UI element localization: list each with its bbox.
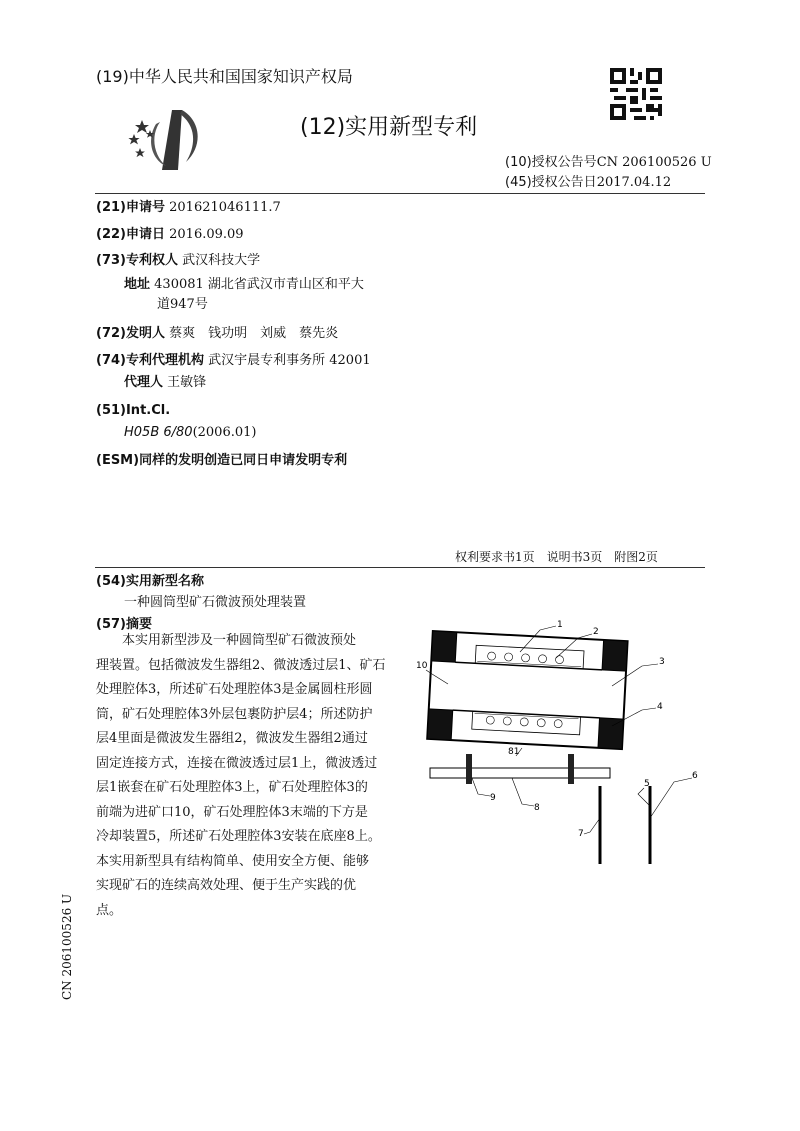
application-date (96, 226, 244, 244)
document-type: (12)实用新型专利 (300, 115, 478, 140)
abstract-line: 冷却装置5，所述矿石处理腔体3安装在底座8上。 (96, 829, 381, 844)
figure-label-1: 1 (557, 620, 563, 630)
inventors (96, 325, 338, 343)
publication-number (505, 154, 712, 172)
patent-agency-value: 武汉宇晨专利事务所 42001 (208, 353, 371, 368)
support-leg (466, 754, 472, 784)
patentee-label: (73)专利权人 (96, 253, 178, 268)
address-line-2: 道947号 (157, 297, 208, 312)
figure-label-3: 3 (659, 657, 665, 667)
abstract-line: 层4里面是微波发生器组2，微波发生器组2通过 (96, 731, 368, 746)
publication-number-label: (10)授权公告号 (505, 155, 597, 170)
cnipa-logo (120, 100, 210, 175)
patentee (96, 252, 260, 270)
patent-agency-label: (74)专利代理机构 (96, 353, 204, 368)
patent-agency (96, 352, 371, 370)
application-number (96, 199, 281, 217)
page-counts: 权利要求书1页 说明书3页 附图2页 (455, 550, 658, 564)
abstract-line: 处理腔体3，所述矿石处理腔体3是金属圆柱形圆 (96, 682, 373, 697)
side-publication-number: CN 206100526 U (60, 893, 74, 1000)
abstract-line: 层1嵌套在矿石处理腔体3上，矿石处理腔体3的 (96, 780, 368, 795)
support-leg (568, 754, 574, 784)
address (124, 276, 364, 294)
address-label: 地址 (124, 277, 151, 292)
publication-date-value: 2017.04.12 (596, 175, 672, 190)
publication-date-label: (45)授权公告日 (505, 175, 597, 190)
section-divider (95, 567, 705, 568)
int-cl-code (124, 424, 256, 442)
figure-label-4: 4 (657, 702, 663, 712)
patentee-value: 武汉科技大学 (182, 253, 261, 268)
corner-block (431, 631, 457, 662)
inventors-label: (72)发明人 (96, 326, 165, 341)
agent-label: 代理人 (124, 375, 164, 390)
application-number-value: 201621046111.7 (169, 200, 281, 215)
corner-block (427, 709, 453, 740)
figure-label-2: 2 (593, 627, 599, 637)
device-figure (412, 618, 712, 880)
corner-block (598, 718, 624, 749)
figure-label-10: 10 (416, 661, 428, 671)
publication-number-value: CN 206100526 U (596, 155, 712, 170)
figure-label-5: 5 (644, 779, 650, 789)
abstract-line: 点。 (96, 902, 123, 918)
abstract-line: 本实用新型具有结构简单、使用安全方便、能够 (96, 853, 370, 869)
protective-layer (427, 631, 627, 749)
publication-date (505, 174, 671, 192)
abstract-line: 理装置。包括微波发生器组2、微波透过层1、矿石 (96, 657, 386, 673)
address-line-1: 430081 湖北省武汉市青山区和平大 (154, 277, 364, 292)
application-date-label: (22)申请日 (96, 227, 165, 242)
figure-label-6: 6 (692, 771, 698, 781)
abstract-line: 固定连接方式，连接在微波透过层1上，微波透过 (96, 755, 378, 771)
office-name: (19)中华人民共和国国家知识产权局 (96, 67, 353, 86)
abstract-text (96, 629, 396, 923)
int-cl-label: (51)Int.Cl. (96, 403, 171, 418)
qr-code (610, 68, 662, 120)
figure-label-7: 7 (578, 829, 584, 839)
title-label: (54)实用新型名称 (96, 574, 204, 589)
abstract-label: (57)摘要 (96, 617, 152, 632)
agent (124, 374, 206, 392)
figure-label-9: 9 (490, 793, 496, 803)
application-number-label: (21)申请号 (96, 200, 165, 215)
inventors-value: 蔡爽 钱功明 刘威 蔡先炎 (169, 326, 339, 341)
int-cl-year: (2006.01) (192, 425, 257, 440)
int-cl-code-value: H05B 6/80 (124, 425, 193, 440)
figure-label-8: 8 (534, 803, 540, 813)
application-date-value: 2016.09.09 (169, 227, 244, 242)
figure-label-81: 81 (508, 747, 520, 757)
abstract-line: 前端为进矿口10，矿石处理腔体3末端的下方是 (96, 804, 368, 820)
abstract-line: 实现矿石的连续高效处理、便于生产实践的优 (96, 878, 357, 893)
abstract-line: 本实用新型涉及一种圆筒型矿石微波预处 (96, 633, 357, 648)
header-divider (95, 193, 705, 194)
base (430, 768, 610, 778)
corner-block (602, 640, 628, 671)
abstract-line: 筒，矿石处理腔体3外层包裹防护层4；所述防护 (96, 706, 373, 722)
agent-value: 王敏锋 (167, 375, 207, 390)
esm-note: (ESM)同样的发明创造已同日申请发明专利 (96, 453, 348, 468)
utility-model-title: 一种圆筒型矿石微波预处理装置 (124, 595, 307, 610)
